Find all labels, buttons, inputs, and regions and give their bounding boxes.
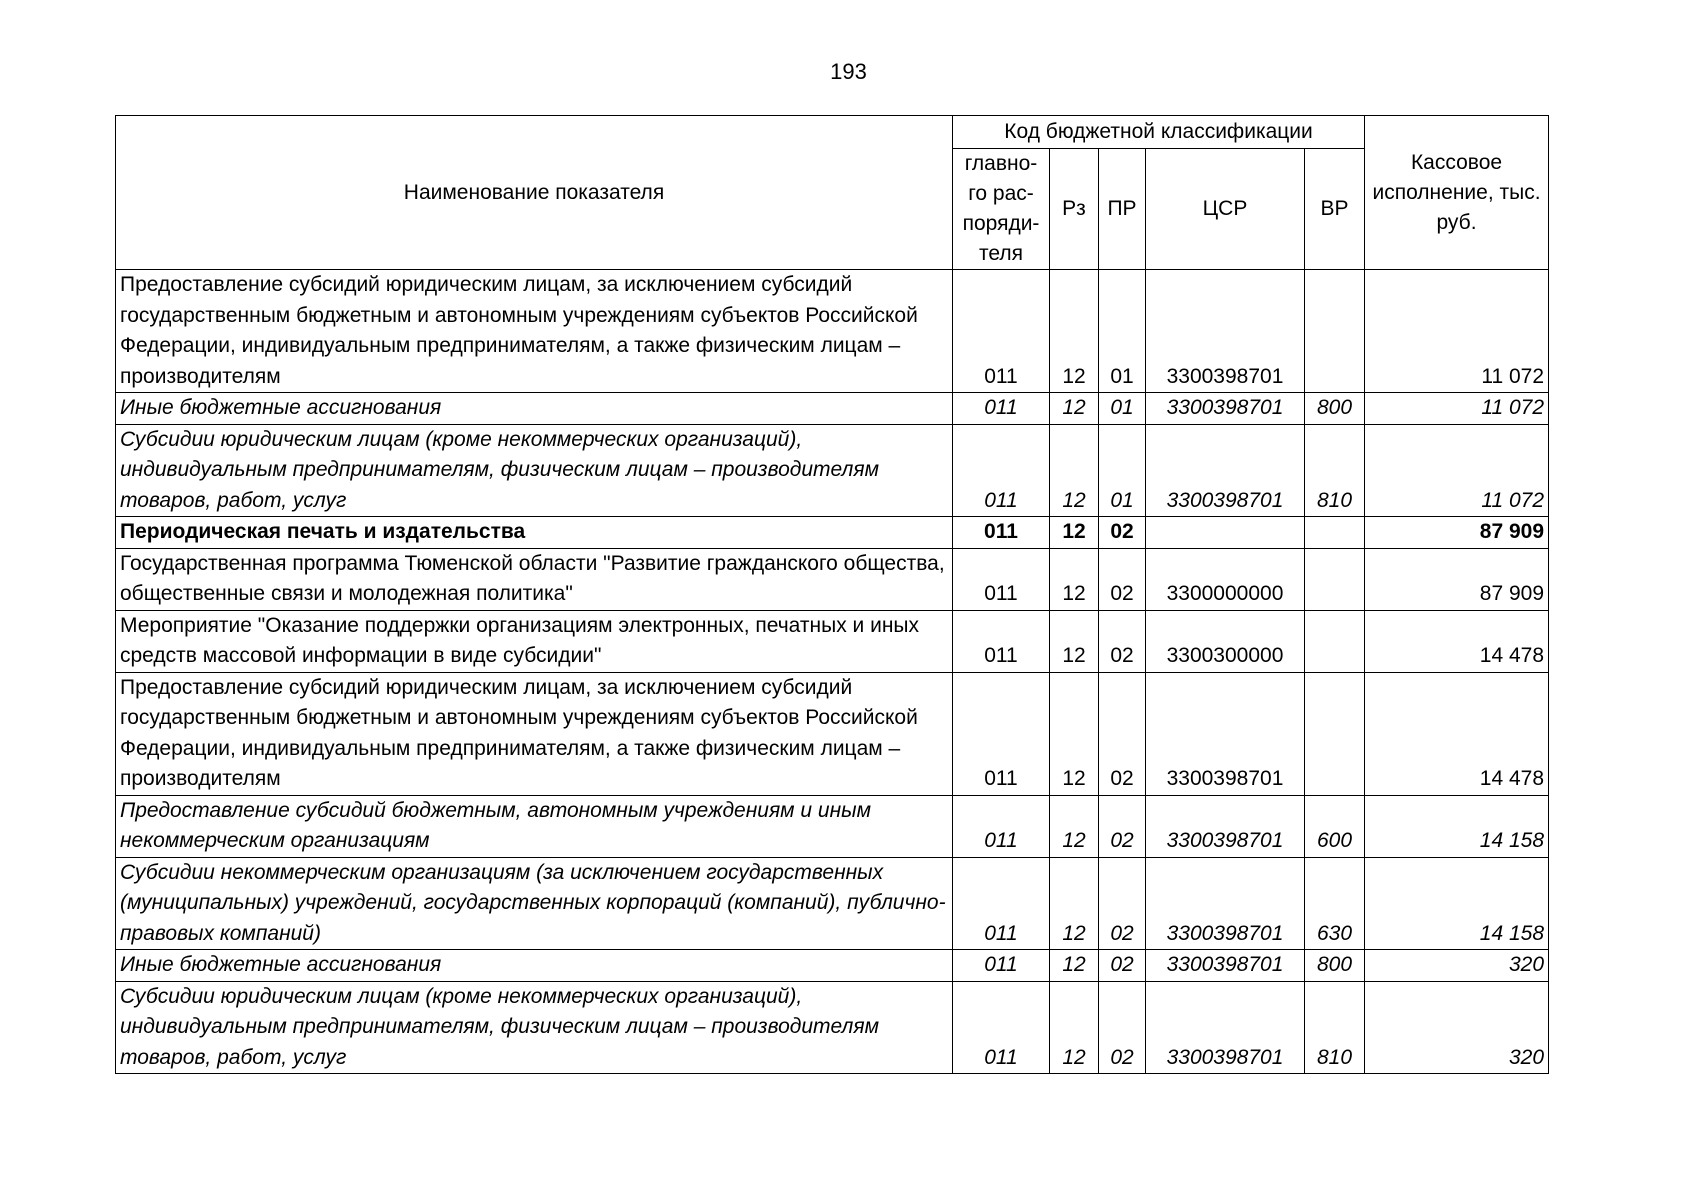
header-pr: ПР (1099, 149, 1146, 270)
cell-amount: 11 072 (1365, 393, 1549, 425)
cell-rz: 12 (1050, 517, 1099, 549)
cell-amount: 14 158 (1365, 795, 1549, 857)
table-row (116, 981, 1549, 1074)
cell-amount: 14 478 (1365, 672, 1549, 795)
cell-grbs: 011 (953, 548, 1050, 610)
header-classification-group: Код бюджетной классификации (953, 116, 1365, 149)
header-amount: Кассовое исполнение, тыс. руб. (1365, 116, 1549, 270)
cell-grbs: 011 (953, 950, 1050, 982)
cell-vr: 810 (1305, 424, 1365, 517)
cell-rz: 12 (1050, 795, 1099, 857)
cell-name: Субсидии некоммерческим организациям (за исключением государственных (муниципальных) учреждений, государственных корпораций (компаний), публично-правовых компаний) (116, 857, 953, 950)
cell-amount: 320 (1365, 981, 1549, 1074)
cell-vr: 600 (1305, 795, 1365, 857)
cell-grbs: 011 (953, 610, 1050, 672)
cell-csr: 3300398701 (1146, 672, 1305, 795)
header-vr: ВР (1305, 149, 1365, 270)
cell-pr: 02 (1099, 857, 1146, 950)
cell-vr: 810 (1305, 981, 1365, 1074)
cell-rz: 12 (1050, 270, 1099, 393)
table-body (116, 270, 1549, 1074)
cell-rz: 12 (1050, 950, 1099, 982)
cell-pr: 02 (1099, 610, 1146, 672)
cell-amount: 14 158 (1365, 857, 1549, 950)
table-row (116, 548, 1549, 610)
table-row (116, 950, 1549, 982)
cell-vr (1305, 270, 1365, 393)
cell-rz: 12 (1050, 393, 1099, 425)
cell-grbs: 011 (953, 672, 1050, 795)
cell-vr (1305, 517, 1365, 549)
cell-grbs: 011 (953, 393, 1050, 425)
cell-csr: 3300398701 (1146, 424, 1305, 517)
table-row (116, 393, 1549, 425)
cell-pr: 01 (1099, 270, 1146, 393)
header-grbs: главно-го рас-поряди-теля (953, 149, 1050, 270)
cell-vr (1305, 548, 1365, 610)
budget-table (115, 115, 1549, 1074)
header-rz: Рз (1050, 149, 1099, 270)
cell-vr: 800 (1305, 393, 1365, 425)
cell-csr (1146, 517, 1305, 549)
cell-pr: 02 (1099, 548, 1146, 610)
cell-name: Иные бюджетные ассигнования (116, 393, 953, 425)
cell-name: Предоставление субсидий бюджетным, автономным учреждениям и иным некоммерческим организациям (116, 795, 953, 857)
table-row (116, 672, 1549, 795)
header-name: Наименование показателя (116, 116, 953, 270)
cell-csr: 3300398701 (1146, 981, 1305, 1074)
cell-rz: 12 (1050, 424, 1099, 517)
page-number: 193 (830, 59, 867, 84)
cell-csr: 3300000000 (1146, 548, 1305, 610)
cell-rz: 12 (1050, 610, 1099, 672)
cell-grbs: 011 (953, 795, 1050, 857)
cell-name: Мероприятие "Оказание поддержки организациям электронных, печатных и иных средств массовой информации в виде субсидии" (116, 610, 953, 672)
cell-rz: 12 (1050, 981, 1099, 1074)
cell-pr: 02 (1099, 672, 1146, 795)
cell-pr: 02 (1099, 950, 1146, 982)
cell-pr: 02 (1099, 795, 1146, 857)
cell-csr: 3300398701 (1146, 270, 1305, 393)
cell-csr: 3300300000 (1146, 610, 1305, 672)
cell-amount: 87 909 (1365, 517, 1549, 549)
cell-pr: 02 (1099, 981, 1146, 1074)
cell-grbs: 011 (953, 981, 1050, 1074)
table-row (116, 270, 1549, 393)
table-row (116, 857, 1549, 950)
cell-amount: 320 (1365, 950, 1549, 982)
cell-rz: 12 (1050, 548, 1099, 610)
cell-name: Государственная программа Тюменской области "Развитие гражданского общества, общественные связи и молодежная политика" (116, 548, 953, 610)
cell-csr: 3300398701 (1146, 795, 1305, 857)
cell-rz: 12 (1050, 857, 1099, 950)
cell-csr: 3300398701 (1146, 857, 1305, 950)
header-row-group (116, 116, 1549, 149)
cell-pr: 01 (1099, 393, 1146, 425)
table-row (116, 795, 1549, 857)
cell-grbs: 011 (953, 424, 1050, 517)
table-row (116, 610, 1549, 672)
header-csr: ЦСР (1146, 149, 1305, 270)
cell-amount: 87 909 (1365, 548, 1549, 610)
cell-name: Субсидии юридическим лицам (кроме некоммерческих организаций), индивидуальным предпринимателям, физическим лицам – производителям товаров, работ, услуг (116, 424, 953, 517)
table-row (116, 517, 1549, 549)
cell-amount: 11 072 (1365, 270, 1549, 393)
cell-csr: 3300398701 (1146, 950, 1305, 982)
cell-name: Субсидии юридическим лицам (кроме некоммерческих организаций), индивидуальным предпринимателям, физическим лицам – производителям товаров, работ, услуг (116, 981, 953, 1074)
cell-name: Иные бюджетные ассигнования (116, 950, 953, 982)
cell-name: Периодическая печать и издательства (116, 517, 953, 549)
cell-vr (1305, 672, 1365, 795)
cell-name: Предоставление субсидий юридическим лицам, за исключением субсидий государственным бюджетным и автономным учреждениям субъектов Российской Федерации, индивидуальным предпринимателям, а также физическим лицам – производителям (116, 270, 953, 393)
cell-pr: 01 (1099, 424, 1146, 517)
cell-amount: 14 478 (1365, 610, 1549, 672)
cell-vr (1305, 610, 1365, 672)
table-row (116, 424, 1549, 517)
cell-name: Предоставление субсидий юридическим лицам, за исключением субсидий государственным бюджетным и автономным учреждениям субъектов Российской Федерации, индивидуальным предпринимателям, а также физическим лицам – производителям (116, 672, 953, 795)
cell-vr: 630 (1305, 857, 1365, 950)
cell-amount: 11 072 (1365, 424, 1549, 517)
cell-grbs: 011 (953, 857, 1050, 950)
cell-csr: 3300398701 (1146, 393, 1305, 425)
cell-grbs: 011 (953, 517, 1050, 549)
cell-vr: 800 (1305, 950, 1365, 982)
cell-grbs: 011 (953, 270, 1050, 393)
cell-pr: 02 (1099, 517, 1146, 549)
cell-rz: 12 (1050, 672, 1099, 795)
